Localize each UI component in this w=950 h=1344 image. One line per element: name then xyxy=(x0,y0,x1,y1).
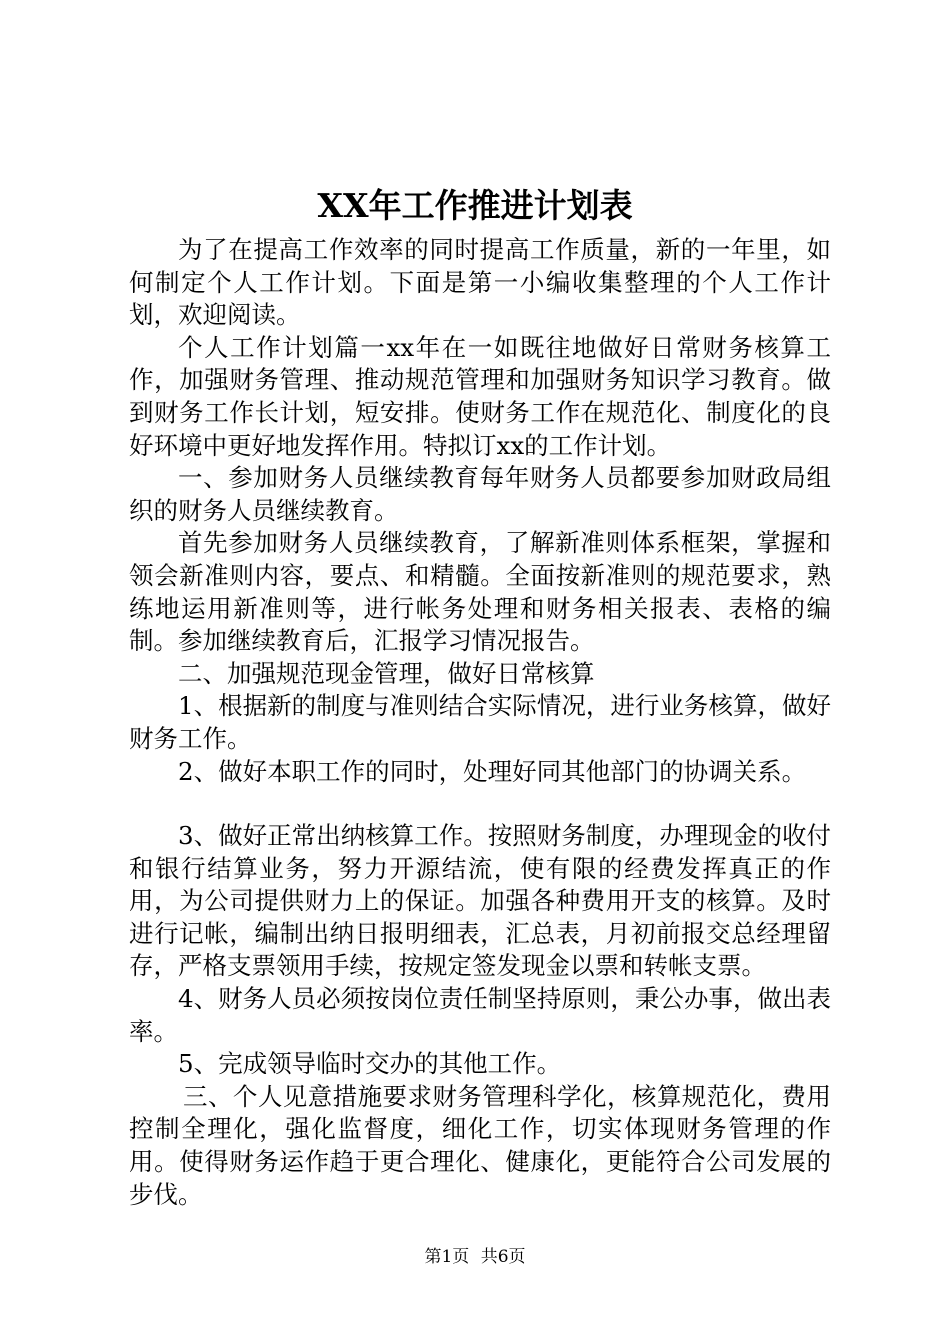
paragraph-item-four: 4、财务人员必须按岗位责任制坚持原则，秉公办事，做出表率。 xyxy=(129,984,831,1046)
paragraph-item-five: 5、完成领导临时交办的其他工作。 xyxy=(178,1049,562,1079)
paragraph-intro: 为了在提高工作效率的同时提高工作质量，新的一年里，如何制定个人工作计划。下面是第一小编收集整理的个人工作计划，欢迎阅读。 xyxy=(129,235,831,330)
page-total: 共6页 xyxy=(480,1247,526,1267)
paragraph-section-three: 三、个人见意措施要求财务管理科学化，核算规范化，费用控制全理化，强化监督度，细化工作，切实体现财务管理的作用。使得财务运作趋于更合理化、健康化，更能符合公司发展的步伐。 xyxy=(129,1081,831,1209)
paragraph-section-one-heading: 一、参加财务人员继续教育每年财务人员都要参加财政局组织的财务人员继续教育。 xyxy=(129,463,831,525)
document-body xyxy=(129,234,831,1211)
paragraph-item-two: 2、做好本职工作的同时，处理好同其他部门的协调关系。 xyxy=(178,756,807,786)
paragraph-item-one: 1、根据新的制度与准则结合实际情况，进行业务核算，做好财务工作。 xyxy=(129,691,831,753)
paragraph-continuing-education: 首先参加财务人员继续教育，了解新准则体系框架，掌握和领会新准则内容，要点、和精髓。全面按新准则的规范要求，熟练地运用新准则等，进行帐务处理和财务相关报表、表格的编制。参加继续教育后，汇报学习情况报告。 xyxy=(129,528,831,656)
paragraph-plan-overview: 个人工作计划篇一xx年在一如既往地做好日常财务核算工作，加强财务管理、推动规范管理和加强财务知识学习教育。做到财务工作长计划，短安排。使财务工作在规范化、制度化的良好环境中更好地发挥作用。特拟订xx的工作计划。 xyxy=(129,332,831,460)
paragraph-item-three: 3、做好正常出纳核算工作。按照财务制度，办理现金的收付和银行结算业务，努力开源结流，使有限的经费发挥真正的作用，为公司提供财力上的保证。加强各种费用开支的核算。及时进行记帐，编制出纳日报明细表，汇总表，月初前报交总经理留存，严格支票领用手续，按规定签发现金以票和转帐支票。 xyxy=(129,821,831,981)
page-footer xyxy=(0,1246,950,1268)
paragraph-section-two-heading: 二、加强规范现金管理，做好日常核算 xyxy=(178,658,595,688)
document-title: XX年工作推进计划表 xyxy=(317,186,633,225)
page-number: 第1页 xyxy=(424,1247,470,1267)
